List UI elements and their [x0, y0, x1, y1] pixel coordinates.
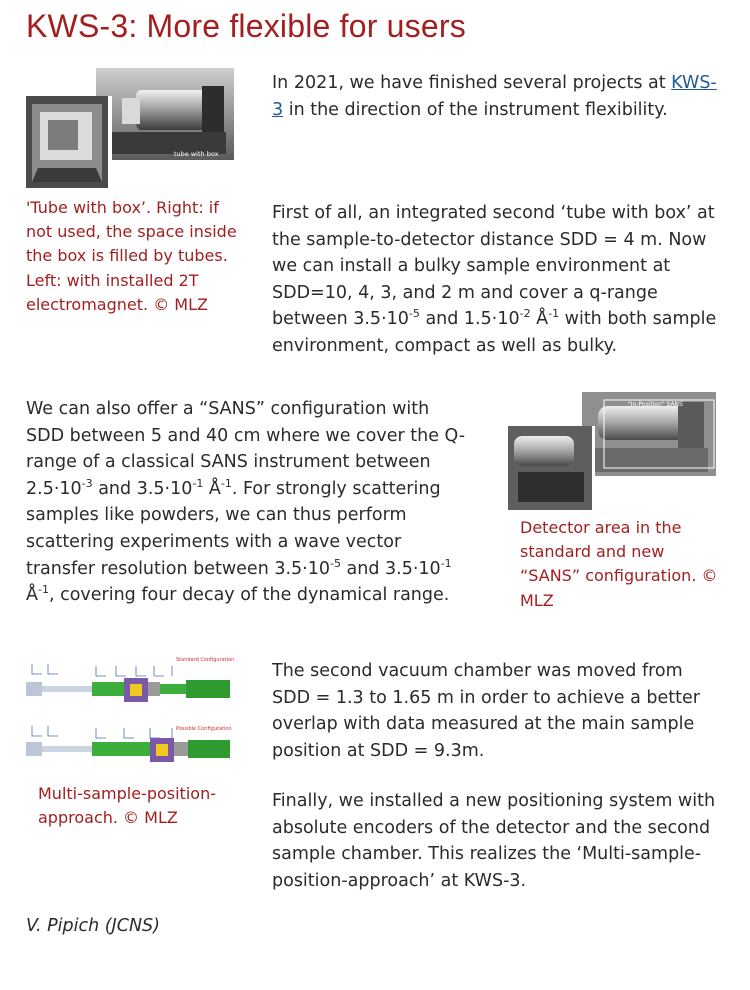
sup-exponent: -1 — [220, 476, 232, 490]
sup-exponent: -2 — [519, 307, 531, 321]
detector-area-photo — [508, 392, 716, 510]
tube-with-box-photo — [26, 68, 234, 188]
kws3-link[interactable]: KWS-3 — [272, 73, 717, 120]
sans-text-4: . For strongly scattering samples like powders, we can thus perform scattering experiments with a wave vector transfer resolution between 3.5·10 — [26, 478, 441, 579]
sans-text-1: We can also offer a “SANS” configuration with SDD between 5 and 40 cm where we cover the Q-range of a classical SANS instrument between 2.5·10 — [26, 399, 466, 499]
sup-exponent: -5 — [330, 556, 341, 570]
sup-exponent: -1 — [192, 476, 204, 490]
tube-text-3: Å — [530, 309, 549, 330]
multi-sample-caption: Multi-sample-position-approach. © MLZ — [38, 784, 216, 828]
multi-sample-diagram — [26, 656, 236, 776]
positioning-paragraph: Finally, we installed a new positioning system with absolute encoders of the detector and the second sample chamber. This realizes the ‘Multi-sample-position-approach’ at KWS-3. — [272, 791, 716, 891]
tube-caption: 'Tube with box’. Right: if not used, the space inside the box is filled by tubes. Left: with installed 2T electromagnet. © MLZ — [26, 198, 237, 314]
intro-text-end: in the direction of the instrument flexibility. — [283, 99, 668, 120]
sans-text-7: , covering four decay of the dynamical range. — [48, 585, 450, 606]
intro-paragraph — [272, 70, 720, 123]
author-credit: V. Pipich (JCNS) — [26, 916, 160, 936]
tube-image-label: tube with box — [174, 150, 219, 158]
vacuum-chamber-paragraph: The second vacuum chamber was moved from SDD = 1.3 to 1.65 m in order to achieve a better overlap with data measured at the main sample position at SDD = 9.3m. — [272, 661, 700, 761]
sans-text-2: and 3.5·10 — [92, 478, 193, 499]
sup-exponent: -1 — [440, 556, 452, 570]
sans-text-6: Å — [26, 585, 38, 606]
standard-configuration-label: Standard Configuration — [176, 657, 235, 663]
possible-configuration-label: Possible Configuration — [176, 726, 232, 732]
intro-text-start: In 2021, we have finished several projects at — [272, 73, 672, 93]
page-title: KWS-3: More flexible for users — [26, 8, 466, 44]
tube-text-1: First of all, an integrated second ‘tube with box’ at the sample-to-detector distance SDD = 4 m. Now we can install a bulky sample environment at SDD=10, 4, 3, and 2 m and cover a q-range between 3.5·10 — [272, 203, 715, 330]
sup-exponent: -1 — [548, 307, 560, 321]
detector-caption: Detector area in the standard and new “SANS” configuration. © MLZ — [520, 518, 718, 610]
sans-text-3: Å — [203, 478, 221, 499]
sup-exponent: -1 — [37, 583, 49, 597]
tube-paragraph — [272, 200, 724, 360]
tube-text-2: and 1.5·10 — [419, 309, 520, 330]
sans-text-5: and 3.5·10 — [340, 558, 441, 579]
sans-paragraph — [26, 396, 470, 609]
sup-exponent: -5 — [408, 307, 420, 321]
tube-text-4: with both sample environment, compact as well as bulky. — [272, 309, 717, 356]
sans-image-label: "In-Position" SANS — [628, 401, 683, 408]
sup-exponent: -3 — [81, 476, 93, 490]
